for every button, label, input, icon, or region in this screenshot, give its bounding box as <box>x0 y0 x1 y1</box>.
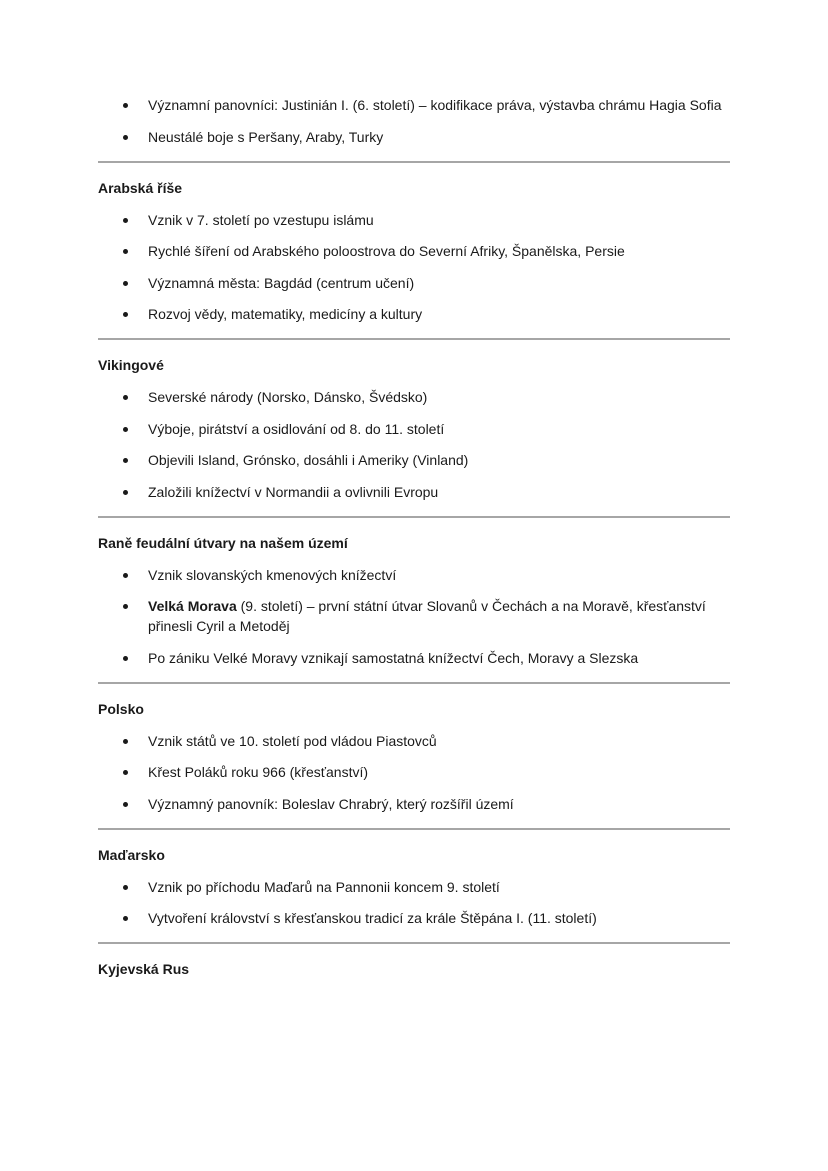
bullet-icon <box>123 249 128 254</box>
bullet-icon <box>123 458 128 463</box>
bullet-icon <box>123 395 128 400</box>
list-item <box>98 273 730 293</box>
list-item <box>98 210 730 230</box>
bullet-list <box>98 877 730 929</box>
item-text: Významná města: Bagdád (centrum učení) <box>148 274 415 291</box>
bullet-icon <box>123 656 128 661</box>
horizontal-divider <box>98 516 730 518</box>
bullet-icon <box>123 573 128 578</box>
bullet-icon <box>123 916 128 921</box>
section-heading: Maďarsko <box>98 846 165 863</box>
list-item <box>98 596 730 636</box>
list-item <box>98 127 730 147</box>
section-vikings <box>98 356 730 502</box>
list-item <box>98 95 730 115</box>
bullet-list <box>98 95 730 147</box>
list-item <box>98 387 730 407</box>
bullet-icon <box>123 103 128 108</box>
item-text: Objevili Island, Grónsko, dosáhli i Ameriky (Vinland) <box>148 452 469 468</box>
bullet-icon <box>123 135 128 140</box>
bullet-icon <box>123 802 128 807</box>
list-item <box>98 482 730 502</box>
item-bold-text: Velká Morava <box>148 598 237 614</box>
section-heading: Kyjevská Rus <box>98 961 190 977</box>
list-item <box>98 731 730 751</box>
section-poland <box>98 700 730 814</box>
list-item <box>98 450 730 470</box>
section-heading: Polsko <box>98 700 144 717</box>
bullet-icon <box>123 312 128 317</box>
horizontal-divider <box>98 942 730 944</box>
section-hungary <box>98 846 730 929</box>
section-early-feudal <box>98 534 730 668</box>
list-item <box>98 648 730 668</box>
item-text: Vznik slovanských kmenových knížectví <box>148 566 397 583</box>
item-text: Vytvoření království s křesťanskou tradicí za krále Štěpána I. (11. století) <box>148 910 597 926</box>
list-item <box>98 304 730 324</box>
section-kievan-rus <box>98 960 730 978</box>
item-text: Rychlé šíření od Arabského poloostrova do Severní Afriky, Španělska, Persie <box>148 243 625 259</box>
item-text: Vznik po příchodu Maďarů na Pannonii koncem 9. století <box>148 878 500 895</box>
item-text: Křest Poláků roku 966 (křesťanství) <box>148 764 369 780</box>
bullet-list <box>98 731 730 814</box>
list-item <box>98 762 730 782</box>
list-item <box>98 419 730 439</box>
bullet-list <box>98 387 730 502</box>
item-text: Vznik států ve 10. století pod vládou Piastovců <box>148 732 437 749</box>
horizontal-divider <box>98 338 730 340</box>
bullet-icon <box>123 770 128 775</box>
bullet-icon <box>123 490 128 495</box>
item-text: Výboje, pirátství a osidlování od 8. do 11. století <box>148 420 445 437</box>
item-text: Neustálé boje s Peršany, Araby, Turky <box>148 128 384 145</box>
bullet-icon <box>123 885 128 890</box>
list-item <box>98 908 730 928</box>
bullet-icon <box>123 604 128 609</box>
horizontal-divider <box>98 161 730 163</box>
bullet-list <box>98 565 730 668</box>
item-text: Významní panovníci: Justinián I. (6. století) – kodifikace práva, výstavba chrámu Hagia Sofia <box>148 97 722 113</box>
item-text: (9. století) – první státní útvar Slovanů v Čechách a na Moravě, křesťanství přinesli Cyril a Metoděj <box>148 598 706 634</box>
section-heading: Vikingové <box>98 357 164 373</box>
item-text: Vznik v 7. století po vzestupu islámu <box>148 211 374 228</box>
section-heading: Raně feudální útvary na našem území <box>98 534 348 551</box>
section-arab-empire <box>98 179 730 325</box>
item-text: Založili knížectví v Normandii a ovlivnili Evropu <box>148 483 439 500</box>
section-heading: Arabská říše <box>98 179 183 196</box>
horizontal-divider <box>98 828 730 830</box>
bullet-icon <box>123 218 128 223</box>
bullet-icon <box>123 739 128 744</box>
section-byzantine-continuation <box>98 95 730 147</box>
item-text: Severské národy (Norsko, Dánsko, Švédsko) <box>148 389 428 405</box>
item-text: Rozvoj vědy, matematiky, medicíny a kultury <box>148 306 423 322</box>
bullet-list <box>98 210 730 325</box>
list-item <box>98 877 730 897</box>
bullet-icon <box>123 427 128 432</box>
item-text: Po zániku Velké Moravy vznikají samostatná knížectví Čech, Moravy a Slezska <box>148 649 639 666</box>
item-text: Významný panovník: Boleslav Chrabrý, který rozšířil území <box>148 795 514 812</box>
bullet-icon <box>123 281 128 286</box>
list-item <box>98 794 730 814</box>
horizontal-divider <box>98 682 730 684</box>
list-item <box>98 241 730 261</box>
list-item <box>98 565 730 585</box>
document-page <box>98 95 730 991</box>
